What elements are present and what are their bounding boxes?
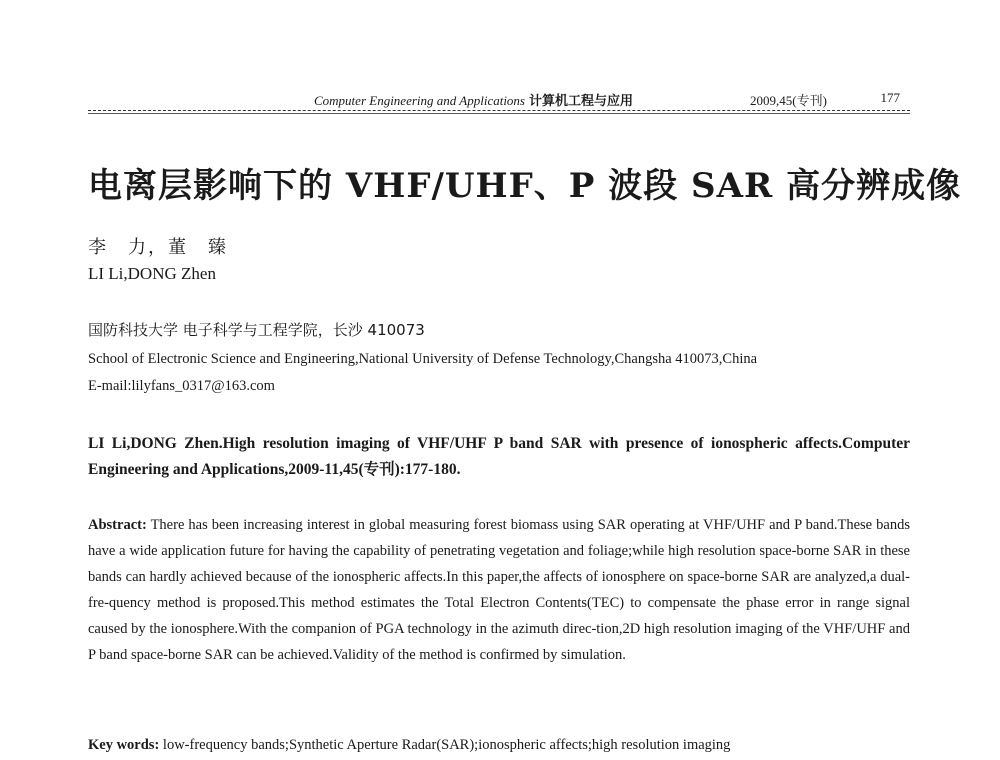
author-email: E-mail:lilyfans_0317@163.com [88,378,275,394]
keywords-label: Key words: [88,737,160,753]
affiliation-chinese: 国防科技大学 电子科学与工程学院，长沙 410073 [88,321,425,339]
header-rule-solid [88,113,910,114]
keywords [88,732,910,758]
running-header [88,86,910,110]
page-number: 177 [880,90,900,105]
journal-name [314,90,633,109]
abstract [88,512,910,668]
issue-info: 2009,45(专刊) [750,93,827,108]
header-rule-dashed [88,110,910,111]
authors-chinese: 李 力，董 臻 [88,237,228,258]
affiliation-english: School of Electronic Science and Engineering,National University of Defense Technology,Changsha 410073,China [88,351,758,367]
citation: LI Li,DONG Zhen.High resolution imaging of VHF/UHF P band SAR with presence of ionospheric affects.Computer Engineering and Applications,2009-11,45(专刊):177-180. [88,435,910,478]
paper-title: 电离层影响下的 VHF/UHF、P 波段 SAR 高分辨成像 [88,166,962,206]
journal-name-cn: 计算机工程与应用 [529,93,634,108]
authors-english: LI Li,DONG Zhen [88,264,216,283]
keywords-text: low-frequency bands;Synthetic Aperture Radar(SAR);ionospheric affects;high resolution imaging [159,737,731,753]
abstract-label: Abstract: [88,517,147,533]
journal-name-en: Computer Engineering and Applications [314,93,525,108]
abstract-text: There has been increasing interest in global measuring forest biomass using SAR operating at VHF/UHF and P band.These bands have a wide application future for having the capability of penetrating vegetation and foliage;while high resolution space-borne SAR in these bands can hardly achieved because of the ionospheric affects.In this paper,the affects of ionosphere on space-borne SAR are analyzed,a dual-fre-quency method is proposed.This method estimates the Total Electron Contents(TEC) to compensate the phase error in range signal caused by the ionosphere.With the companion of PGA technology in the azimuth direc-tion,2D high resolution imaging of the VHF/UHF and P band space-borne SAR can be achieved.Validity of the method is confirmed by simulation. [88,517,910,663]
